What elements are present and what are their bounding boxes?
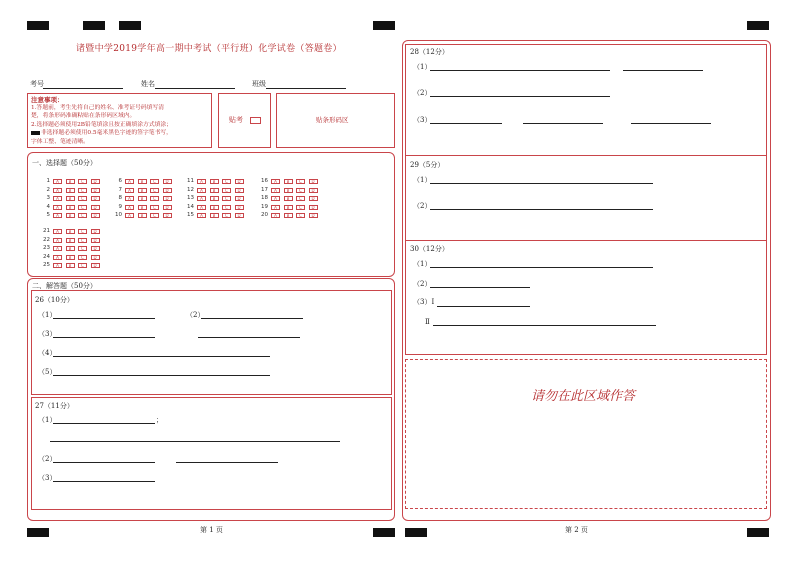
registration-mark: [27, 21, 49, 30]
choice-bubble-c[interactable]: C: [222, 196, 231, 201]
choice-bubble-d[interactable]: D: [163, 188, 172, 193]
question-number: 14: [187, 203, 194, 210]
question-number: 16: [261, 178, 268, 184]
choice-bubble-a[interactable]: A: [125, 179, 134, 184]
choice-bubble-c[interactable]: C: [78, 188, 87, 193]
q30-part3: （3）Ⅰ: [413, 298, 435, 306]
question-number: 18: [261, 195, 268, 202]
registration-mark: [747, 21, 769, 30]
seat-box: [218, 93, 271, 148]
choice-bubble-b[interactable]: B: [138, 196, 147, 201]
choice-bubble-d[interactable]: D: [91, 196, 100, 201]
choice-bubble-a[interactable]: A: [197, 196, 206, 201]
choice-bubble-a[interactable]: A: [197, 205, 206, 210]
choice-bubble-d[interactable]: D: [309, 179, 318, 184]
choice-bubble-b[interactable]: B: [66, 229, 75, 234]
question-number: 3: [46, 195, 50, 202]
question-number: 23: [43, 245, 50, 252]
choice-bubble-d[interactable]: D: [91, 246, 100, 251]
answer-area-page2: [405, 44, 767, 355]
choice-bubble-a[interactable]: A: [53, 205, 62, 210]
choice-bubble-b[interactable]: B: [66, 263, 75, 268]
choice-bubble-a[interactable]: A: [271, 213, 280, 218]
choice-bubble-a[interactable]: A: [197, 213, 206, 218]
q27-answer-line[interactable]: [53, 423, 155, 424]
class-field[interactable]: [266, 88, 346, 89]
name-label: 姓名: [141, 80, 155, 88]
section-answer-title: 二、解答题（50分）: [32, 282, 97, 290]
choice-bubble-b[interactable]: B: [210, 196, 219, 201]
choice-bubble-d[interactable]: D: [235, 179, 244, 184]
choice-bubble-c[interactable]: C: [222, 213, 231, 218]
q30-answer-line[interactable]: [437, 306, 530, 307]
choice-bubble-a[interactable]: A: [53, 238, 62, 243]
question-number: 20: [261, 212, 268, 219]
question-number: 1: [46, 178, 50, 184]
q29-answer-line[interactable]: [430, 209, 653, 210]
choice-bubble-a[interactable]: A: [197, 179, 206, 184]
question-number: 5: [46, 212, 50, 219]
q29-part2: （2）: [413, 202, 432, 210]
notice-title: 注意事项：: [31, 96, 64, 104]
question-number: 15: [187, 212, 194, 219]
choice-bubble-d[interactable]: D: [235, 205, 244, 210]
question-number: 8: [118, 195, 122, 202]
choice-bubble-b[interactable]: B: [210, 179, 219, 184]
question-number: 12: [187, 186, 194, 193]
notice-line: 字体工整、笔迹清晰。: [31, 139, 89, 145]
choice-bubble-d[interactable]: D: [91, 229, 100, 234]
choice-bubble-b[interactable]: B: [66, 255, 75, 260]
q26-answer-line[interactable]: [53, 337, 155, 338]
question-number: 25: [43, 262, 50, 269]
question-number: 4: [46, 203, 50, 210]
choice-bubble-a[interactable]: A: [125, 188, 134, 193]
exam-no-field[interactable]: [43, 88, 123, 89]
q26-answer-line[interactable]: [53, 318, 155, 319]
choice-bubble-c[interactable]: C: [78, 263, 87, 268]
q28-part2: （2）: [413, 89, 432, 97]
notice-line: 楚，将条形码准确粘贴在条形码区域内。: [31, 113, 136, 119]
q27-part2: （2）: [38, 455, 57, 463]
exam-no-label: 考号: [30, 80, 44, 88]
choice-bubble-b[interactable]: B: [66, 238, 75, 243]
q29-part1: （1）: [413, 176, 432, 184]
choice-bubble-c[interactable]: C: [78, 205, 87, 210]
choice-bubble-b[interactable]: B: [66, 205, 75, 210]
q28-answer-line[interactable]: [523, 123, 603, 124]
barcode-label: 贴条形码区: [316, 116, 349, 124]
choice-bubble-b[interactable]: B: [138, 213, 147, 218]
question-number: 11: [187, 178, 194, 184]
choice-bubble-c[interactable]: C: [222, 179, 231, 184]
registration-mark: [27, 528, 49, 537]
q28-answer-line[interactable]: [631, 123, 711, 124]
q30-title: 30（12分）: [410, 245, 449, 253]
seat-label: 贴考: [229, 116, 243, 124]
choice-bubble-c[interactable]: C: [78, 179, 87, 184]
choice-bubble-d[interactable]: D: [91, 213, 100, 218]
choice-bubble-b[interactable]: B: [66, 246, 75, 251]
q28-part3: （3）: [413, 116, 432, 124]
page-title: 诸暨中学2019学年高一期中考试（平行班）化学试卷（答题卷）: [76, 44, 342, 54]
fill-sample-icon: [31, 131, 40, 135]
choice-bubble-d[interactable]: D: [91, 188, 100, 193]
choice-bubble-b[interactable]: B: [66, 188, 75, 193]
choice-bubble-a[interactable]: A: [125, 196, 134, 201]
choice-bubble-d[interactable]: D: [91, 263, 100, 268]
page-number: 第 1 页: [200, 526, 223, 534]
choice-bubble-c[interactable]: C: [150, 188, 159, 193]
q28-answer-line[interactable]: [623, 70, 703, 71]
question-number: 22: [43, 236, 50, 243]
q28-part1: （1）: [413, 63, 432, 71]
choice-bubble-c[interactable]: C: [78, 238, 87, 243]
q30-answer-line[interactable]: [430, 267, 653, 268]
q27-answer-line[interactable]: [53, 462, 155, 463]
q30-answer-line[interactable]: [430, 287, 530, 288]
question-number: 13: [187, 195, 194, 202]
choice-bubble-d[interactable]: D: [163, 213, 172, 218]
choice-bubble-d[interactable]: D: [309, 196, 318, 201]
choice-bubble-c[interactable]: C: [222, 188, 231, 193]
q26-part3: （3）: [38, 330, 57, 338]
choice-bubble-a[interactable]: A: [53, 263, 62, 268]
choice-bubble-c[interactable]: C: [78, 229, 87, 234]
choice-bubble-a[interactable]: A: [53, 213, 62, 218]
section-choice-title: 一、选择题（50分）: [32, 159, 97, 167]
registration-mark: [83, 21, 105, 30]
choice-bubble-c[interactable]: C: [78, 213, 87, 218]
choice-bubble-c[interactable]: C: [78, 196, 87, 201]
notice-line: 非选择题必须使用0.5毫米黑色字迹的签字笔书写，: [41, 130, 172, 136]
question-number: 19: [261, 203, 268, 210]
choice-bubble-a[interactable]: A: [53, 179, 62, 184]
choice-bubble-a[interactable]: A: [197, 188, 206, 193]
divider: [405, 155, 767, 156]
q27-answer-line[interactable]: [50, 441, 340, 442]
choice-bubble-b[interactable]: B: [284, 213, 293, 218]
choice-bubble-c[interactable]: C: [150, 179, 159, 184]
registration-mark: [405, 528, 427, 537]
choice-bubble-d[interactable]: D: [163, 205, 172, 210]
choice-bubble-d[interactable]: D: [309, 205, 318, 210]
choice-bubble-a[interactable]: A: [125, 213, 134, 218]
q27-box: [31, 397, 392, 510]
choice-bubble-c[interactable]: C: [296, 196, 305, 201]
choice-bubble-d[interactable]: D: [91, 205, 100, 210]
q29-title: 29（5分）: [410, 161, 445, 169]
q28-answer-line[interactable]: [430, 123, 502, 124]
choice-bubble-a[interactable]: A: [53, 246, 62, 251]
choice-bubble-b[interactable]: B: [138, 205, 147, 210]
q29-answer-line[interactable]: [430, 183, 653, 184]
choice-bubble-c[interactable]: C: [150, 205, 159, 210]
choice-bubble-b[interactable]: B: [66, 196, 75, 201]
choice-bubble-a[interactable]: A: [53, 255, 62, 260]
choice-bubble-a[interactable]: A: [271, 179, 280, 184]
q27-part1: （1）: [38, 416, 57, 424]
q28-title: 28（12分）: [410, 48, 449, 56]
q26-part1: （1）: [38, 311, 57, 319]
choice-bubble-d[interactable]: D: [235, 213, 244, 218]
choice-bubble-b[interactable]: B: [210, 205, 219, 210]
q26-answer-line[interactable]: [53, 375, 270, 376]
no-answer-area: [405, 359, 767, 509]
divider: [405, 240, 767, 241]
q26-part4: （4）: [38, 349, 57, 357]
choice-bubble-d[interactable]: D: [309, 188, 318, 193]
choice-bubble-b[interactable]: B: [210, 213, 219, 218]
choice-bubble-c[interactable]: C: [78, 255, 87, 260]
question-number: 21: [43, 228, 50, 234]
choice-bubble-c[interactable]: C: [296, 188, 305, 193]
choice-bubble-a[interactable]: A: [125, 205, 134, 210]
question-number: 17: [261, 186, 268, 193]
registration-mark: [373, 21, 395, 30]
choice-bubble-a[interactable]: A: [53, 229, 62, 234]
choice-bubble-c[interactable]: C: [150, 213, 159, 218]
choice-bubble-a[interactable]: A: [271, 196, 280, 201]
question-number: 2: [46, 186, 50, 193]
choice-bubble-d[interactable]: D: [235, 188, 244, 193]
choice-bubble-b[interactable]: B: [138, 188, 147, 193]
q26-box: [31, 290, 392, 395]
choice-bubble-a[interactable]: A: [53, 188, 62, 193]
choice-bubble-d[interactable]: D: [163, 196, 172, 201]
q28-answer-line[interactable]: [430, 96, 610, 97]
no-answer-text: 请勿在此区域作答: [531, 389, 636, 404]
question-number: 9: [118, 203, 122, 210]
registration-mark: [119, 21, 141, 30]
notice-line: 2.选择题必须使用2B铅笔填涂且按正确填涂方式填涂；: [31, 122, 173, 128]
choice-bubble-b[interactable]: B: [284, 188, 293, 193]
seat-mark-box[interactable]: [250, 117, 261, 124]
name-field[interactable]: [155, 88, 235, 89]
question-number: 24: [43, 253, 50, 260]
choice-bubble-a[interactable]: A: [271, 205, 280, 210]
q26-answer-line[interactable]: [201, 318, 303, 319]
class-label: 班级: [252, 80, 266, 88]
q30-part4: Ⅱ: [425, 318, 430, 326]
choice-bubble-d[interactable]: D: [91, 238, 100, 243]
question-number: 7: [118, 186, 122, 193]
q28-answer-line[interactable]: [430, 70, 610, 71]
registration-mark: [747, 528, 769, 537]
q30-part2: （2）: [413, 280, 432, 288]
choice-bubble-d[interactable]: D: [91, 255, 100, 260]
q26-part2: （2）: [186, 311, 205, 319]
choice-bubble-b[interactable]: B: [284, 205, 293, 210]
q27-answer-line[interactable]: [53, 481, 155, 482]
q26-answer-line[interactable]: [53, 356, 270, 357]
choice-bubble-d[interactable]: D: [91, 179, 100, 184]
page-number: 第 2 页: [565, 526, 588, 534]
choice-bubble-b[interactable]: B: [66, 179, 75, 184]
choice-bubble-c[interactable]: C: [150, 196, 159, 201]
choice-bubble-b[interactable]: B: [284, 179, 293, 184]
choice-bubble-b[interactable]: B: [210, 188, 219, 193]
choice-bubble-c[interactable]: C: [296, 205, 305, 210]
choice-bubble-b[interactable]: B: [66, 213, 75, 218]
choice-bubble-c[interactable]: C: [78, 246, 87, 251]
choice-bubble-c[interactable]: C: [222, 205, 231, 210]
choice-bubble-d[interactable]: D: [235, 196, 244, 201]
registration-mark: [373, 528, 395, 537]
notice-line: 1.答题前，考生先将自己的姓名、准考证号码填写清: [31, 105, 165, 111]
choice-bubble-c[interactable]: C: [296, 179, 305, 184]
q26-answer-line[interactable]: [198, 337, 300, 338]
q27-title: 27（11分）: [35, 402, 74, 410]
choice-bubble-d[interactable]: D: [163, 179, 172, 184]
question-number: 10: [115, 212, 122, 219]
q30-answer-line[interactable]: [433, 325, 656, 326]
choice-bubble-b[interactable]: B: [138, 179, 147, 184]
choice-bubble-d[interactable]: D: [309, 213, 318, 218]
question-number: 6: [118, 178, 122, 184]
q26-title: 26（10分）: [35, 296, 74, 304]
q27-part3: （3）: [38, 474, 57, 482]
q27-answer-line[interactable]: [176, 462, 278, 463]
q26-part5: （5）: [38, 368, 57, 376]
choice-bubble-a[interactable]: A: [271, 188, 280, 193]
choice-bubble-a[interactable]: A: [53, 196, 62, 201]
choice-bubble-b[interactable]: B: [284, 196, 293, 201]
q27-semicolon: ；: [156, 416, 163, 424]
choice-bubble-c[interactable]: C: [296, 213, 305, 218]
q30-part1: （1）: [413, 260, 432, 268]
